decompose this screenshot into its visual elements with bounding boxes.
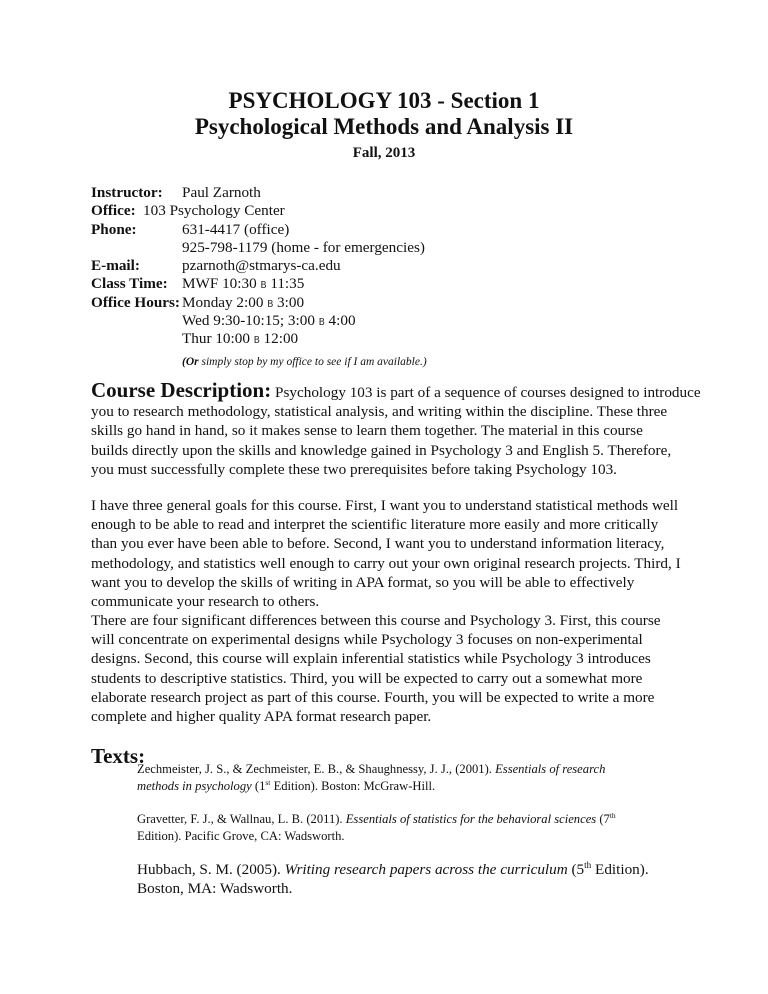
hours-start: Wed 9:30-10:15; 3:00 [182, 312, 315, 330]
hours-start: Thur 10:00 [182, 330, 250, 348]
hours-end: 4:00 [328, 312, 356, 330]
paragraph-line: you to research methodology, statistical analysis, and writing within the discipline. These three [91, 403, 668, 421]
class-time-end: 11:35 [270, 275, 305, 293]
paragraph-line: There are four significant differences between this course and Psychology 3. First, this course [91, 612, 661, 629]
course-differences-paragraph [91, 611, 691, 726]
ref-edition-suffix: st [265, 777, 271, 787]
paragraph-line: will concentrate on experimental designs while Psychology 3 focuses on non-experimental [91, 631, 643, 649]
ref-authors: Gravetter, F. J., & Wallnau, L. B. (2011). [137, 812, 346, 826]
ref-line [137, 761, 697, 778]
paragraph-line: designs. Second, this course will explain inferential statistics while Psychology 3 introduces [91, 650, 651, 668]
ref-edition: (7 [596, 812, 610, 826]
phone-office: 631-4417 (office) [182, 220, 290, 238]
ref-line: Boston, MA: Wadsworth. [137, 880, 293, 897]
email-address[interactable]: pzarnoth@stmarys-ca.edu [182, 257, 341, 275]
line-text: Psychology 103 is part of a sequence of courses designed to introduce [271, 384, 701, 401]
ref-publisher: Edition). Boston: McGraw-Hill. [270, 779, 436, 793]
email-label: E-mail: [91, 257, 140, 275]
office-hours-thur [182, 330, 298, 350]
course-subtitle: Psychological Methods and Analysis II [194, 114, 574, 139]
office-location: 103 Psychology Center [143, 202, 285, 220]
paragraph-line: builds directly upon the skills and knowledge gained in Psychology 3 and English 5. Therefore, [91, 441, 672, 459]
paragraph-line: skills go hand in hand, so it makes sense to learn them together. The material in this course [91, 422, 643, 440]
ref-line [137, 778, 697, 795]
ref-authors: Zechmeister, J. S., & Zechmeister, E. B., & Shaughnessy, J. J., (2001). [137, 762, 496, 776]
ref-title: methods in psychology [137, 779, 252, 793]
hours-start: Monday 2:00 [182, 293, 264, 311]
paragraph-line: want you to develop the skills of writing in APA format, so you will be able to effectively [91, 573, 635, 591]
paragraph-line: than you ever have been able to before. Second, I want you to understand information literacy, [91, 535, 665, 553]
ref-edition-end: Edition). [591, 861, 649, 878]
ref-title: Essentials of research [495, 762, 606, 776]
ref-edition: (1 [251, 779, 266, 793]
hours-end: 3:00 [277, 293, 305, 311]
paragraph-line: communicate your research to others. [91, 593, 320, 611]
course-description-heading: Course Description: [91, 378, 272, 402]
paragraph-line: elaborate research project as part of this course. Fourth, you will be expected to write a more [91, 688, 655, 706]
dash-glyph: B [253, 335, 260, 347]
instructor-name: Paul Zarnoth [182, 184, 261, 201]
class-time-start: MWF 10:30 [182, 275, 257, 293]
dash-glyph: B [267, 298, 274, 310]
ref-title: Writing research papers across the curriculum [284, 861, 568, 878]
note-text: simply stop by my office to see if I am available.) [198, 355, 427, 368]
instructor-label: Instructor: [91, 184, 163, 201]
textbook-reference-1 [137, 761, 697, 795]
class-time-label: Class Time: [91, 275, 168, 293]
ref-edition-suffix: th [584, 859, 592, 870]
office-hours-wed [182, 312, 356, 332]
course-goals-paragraph [91, 496, 691, 611]
paragraph-line: students to descriptive statistics. Third, you will be expected to carry out a somewhat more [91, 669, 643, 687]
course-title: PSYCHOLOGY 103 - Section 1 [228, 88, 540, 113]
office-hours-note [182, 353, 427, 371]
phone-label: Phone: [91, 220, 137, 238]
ref-line [137, 860, 697, 879]
office-label: Office: [91, 202, 136, 220]
ref-edition-suffix: th [609, 810, 616, 820]
ref-authors: Hubbach, S. M. (2005). [137, 861, 285, 878]
paragraph-line [91, 378, 701, 402]
dash-glyph: B [318, 317, 325, 329]
ref-edition: (5 [567, 861, 585, 878]
texts-heading: Texts: [91, 744, 146, 768]
paragraph-line: you must successfully complete these two prerequisites before taking Psychology 103. [91, 460, 617, 478]
ref-title: Essentials of statistics for the behavioral sciences [345, 812, 597, 826]
paragraph-line: complete and higher quality APA format research paper. [91, 708, 432, 726]
hours-end: 12:00 [263, 330, 299, 348]
paragraph-line: methodology, and statistics well enough to carry out your own original research projects. Third, I [91, 554, 681, 572]
dash-glyph: B [260, 280, 267, 292]
textbook-reference-3 [137, 860, 697, 898]
ref-line: Edition). Pacific Grove, CA: Wadsworth. [137, 829, 345, 843]
office-hours-monday [182, 294, 304, 314]
phone-home: 925-798-1179 (home - for emergencies) [182, 238, 425, 256]
office-hours-label: Office Hours: [91, 293, 180, 311]
class-time [182, 275, 304, 295]
textbook-reference-2 [137, 811, 697, 845]
paragraph-line: enough to be able to read and interpret the scientific literature more easily and more critically [91, 516, 659, 534]
ref-line [137, 811, 697, 828]
note-emphasis: (Or [182, 355, 199, 368]
paragraph-line: I have three general goals for this course. First, I want you to understand statistical methods well [91, 497, 679, 514]
term: Fall, 2013 [352, 145, 416, 161]
course-description-paragraph-1 [91, 378, 701, 479]
